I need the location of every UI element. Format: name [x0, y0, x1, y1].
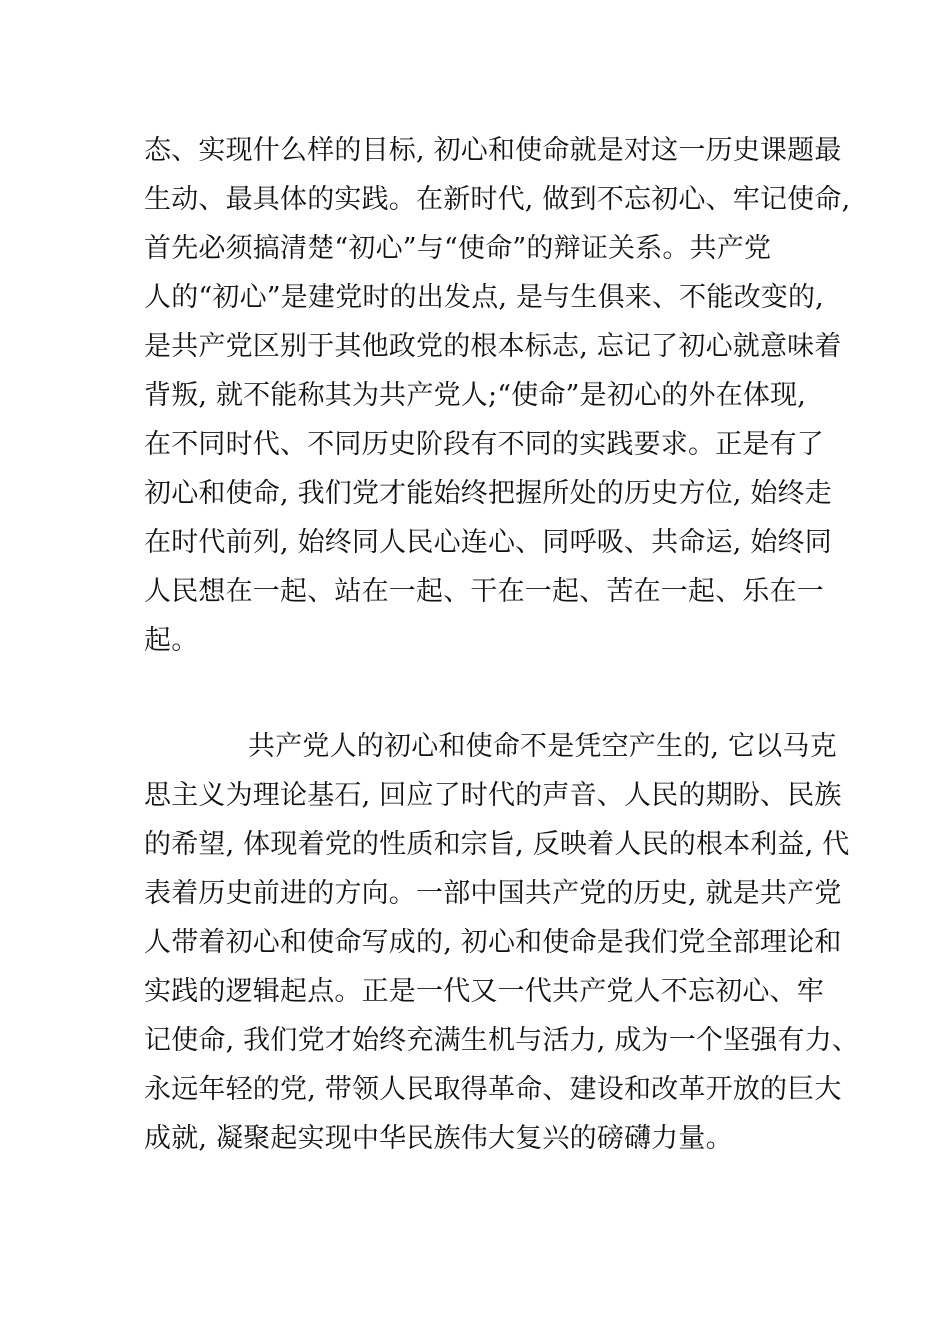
text-line: 人带着初心和使命写成的, 初心和使命是我们党全部理论和: [144, 927, 842, 958]
text-line-first: 共产党人的初心和使命不是凭空产生的, 它以马克: [248, 731, 837, 762]
text-line: 表着历史前进的方向。一部中国共产党的历史, 就是共产党: [144, 878, 842, 909]
text-line: 人民想在一起、站在一起、干在一起、苦在一起、乐在一: [144, 576, 824, 607]
text-line: 在不同时代、不同历史阶段有不同的实践要求。正是有了: [144, 429, 824, 460]
text-line: 背叛, 就不能称其为共产党人;“使命”是初心的外在体现,: [144, 380, 807, 411]
text-line: 是共产党区别于其他政党的根本标志, 忘记了初心就意味着: [144, 331, 842, 362]
text-line: 实践的逻辑起点。正是一代又一代共产党人不忘初心、牢: [144, 976, 824, 1007]
text-line: 人的“初心”是建党时的出发点, 是与生俱来、不能改变的,: [144, 282, 824, 313]
text-line: 生动、最具体的实践。在新时代, 做到不忘初心、牢记使命,: [144, 184, 851, 215]
text-line: 在时代前列, 始终同人民心连心、同呼吸、共命运, 始终同: [144, 527, 832, 558]
text-line: 成就, 凝聚起实现中华民族伟大复兴的磅礴力量。: [144, 1123, 733, 1154]
text-line: 思主义为理论基石, 回应了时代的声音、人民的期盼、民族: [144, 780, 842, 811]
paragraph-2: [144, 722, 860, 1163]
text-line: 的希望, 体现着党的性质和宗旨, 反映着人民的根本利益, 代: [144, 829, 850, 860]
text-line: 永远年轻的党, 带领人民取得革命、建设和改革开放的巨大: [144, 1074, 842, 1105]
text-line: 态、实现什么样的目标, 初心和使命就是对这一历史课题最: [144, 135, 842, 166]
text-line: 记使命, 我们党才始终充满生机与活力, 成为一个坚强有力、: [144, 1025, 860, 1056]
text-line: 首先必须搞清楚“初心”与“使命”的辩证关系。共产党: [144, 233, 772, 264]
text-line: 起。: [144, 625, 199, 656]
text-line: 初心和使命, 我们党才能始终把握所处的历史方位, 始终走: [144, 478, 832, 509]
paragraph-1: [144, 126, 851, 665]
